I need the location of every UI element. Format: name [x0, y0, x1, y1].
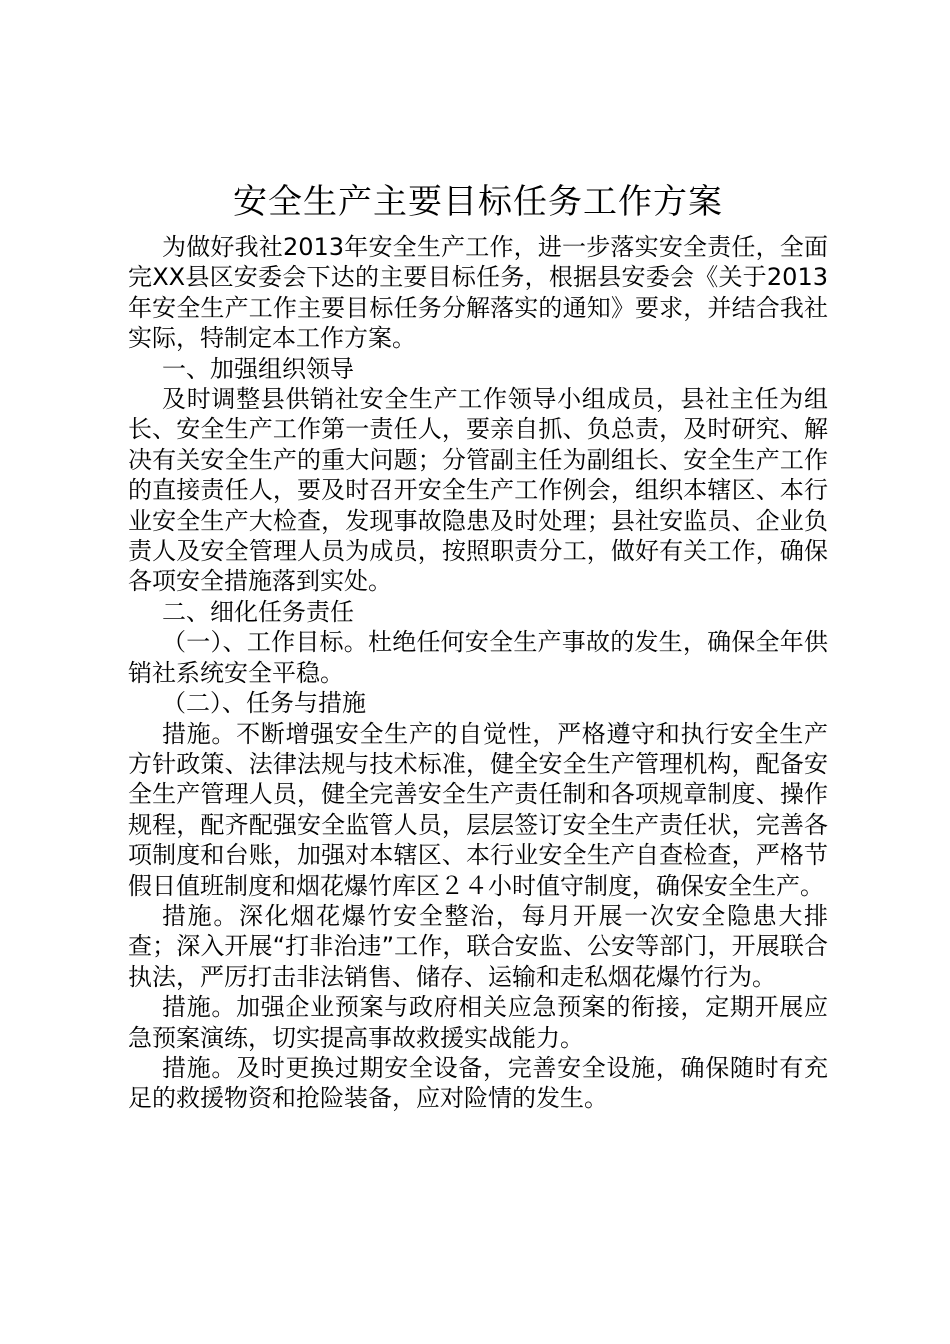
measure-paragraph-2: 措施。深化烟花爆竹安全整治，每月开展一次安全隐患大排查；深入开展“打非治违”工作，联合安监、公安等部门，开展联合执法，严厉打击非法销售、储存、运输和走私烟花爆竹行为。 [128, 901, 828, 991]
subsection-heading-tasks: （二）、任务与措施 [162, 689, 366, 718]
work-goal-paragraph: （一）、工作目标。杜绝任何安全生产事故的发生，确保全年供销社系统安全平稳。 [128, 628, 828, 687]
section-heading-2: 二、细化任务责任 [162, 597, 354, 626]
measure-paragraph-1: 措施。不断增强安全生产的自觉性，严格遵守和执行安全生产方针政策、法律法规与技术标准，健全安全生产管理机构，配备安全生产管理人员，健全完善安全生产责任制和各项规章制度、操作规程，配齐配强安全监管人员，层层签订安全生产责任状，完善各项制度和台账，加强对本辖区、本行业安全生产自查检查，严格节假日值班制度和烟花爆竹库区２４小时值守制度，确保安全生产。 [128, 719, 828, 900]
document-title: 安全生产主要目标任务工作方案 [233, 182, 723, 222]
measure-paragraph-3: 措施。加强企业预案与政府相关应急预案的衔接，定期开展应急预案演练，切实提高事故救援实战能力。 [128, 993, 828, 1052]
section-1-paragraph: 及时调整县供销社安全生产工作领导小组成员，县社主任为组长、安全生产工作第一责任人，要亲自抓、负总责，及时研究、解决有关安全生产的重大问题；分管副主任为副组长、安全生产工作的直接责任人，要及时召开安全生产工作例会，组织本辖区、本行业安全生产大检查，发现事故隐患及时处理；县社安监员、企业负责人及安全管理人员为成员，按照职责分工，做好有关工作，确保各项安全措施落到实处。 [128, 385, 828, 596]
section-heading-1: 一、加强组织领导 [162, 354, 354, 383]
measure-paragraph-4: 措施。及时更换过期安全设备，完善安全设施，确保随时有充足的救援物资和抢险装备，应对险情的发生。 [128, 1053, 828, 1113]
document-page [128, 180, 828, 1114]
intro-paragraph: 为做好我社2013年安全生产工作，进一步落实安全责任，全面完XX县区安委会下达的主要目标任务，根据县安委会《关于2013年安全生产工作主要目标任务分解落实的通知》要求，并结合我社实际，特制定本工作方案。 [128, 233, 828, 353]
